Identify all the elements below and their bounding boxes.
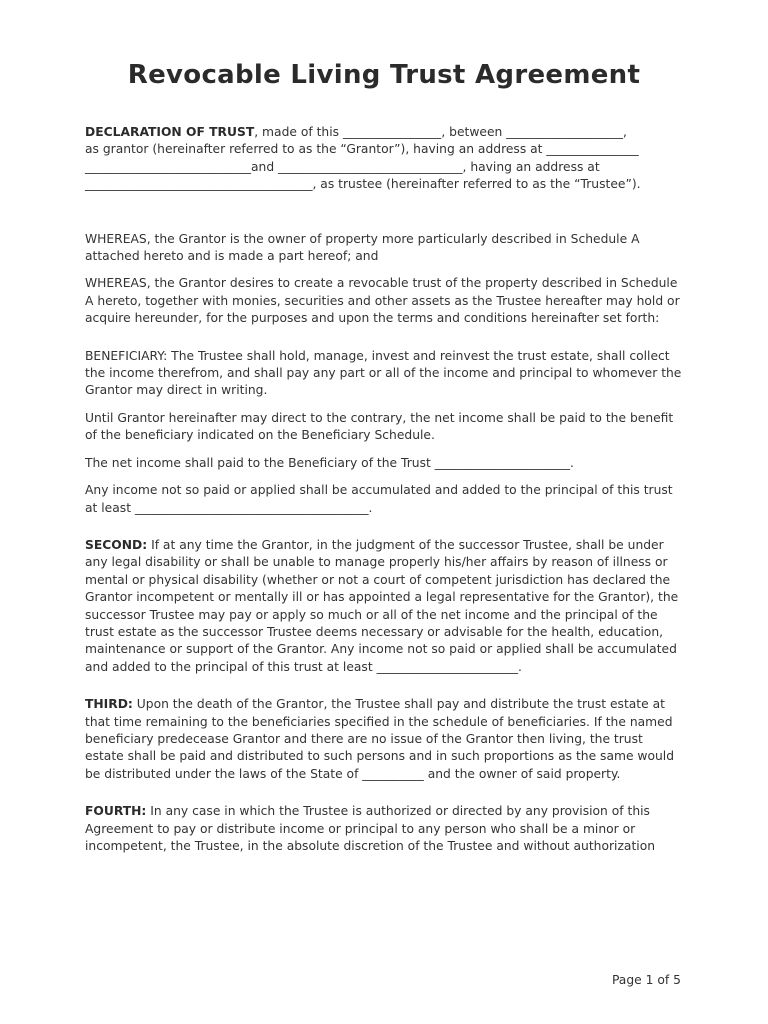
declaration-paragraph xyxy=(85,124,685,194)
whereas-paragraph-1: WHEREAS, the Grantor is the owner of property more particularly described in Schedule A attached hereto and is made a part hereof; and xyxy=(85,231,640,264)
fourth-paragraph xyxy=(85,803,685,855)
second-label: SECOND: xyxy=(85,537,148,552)
fourth-text: In any case in which the Trustee is authorized or directed by any provision of this Agreement to pay or distribute income or principal to any person who shall be a minor or incompetent, the Trustee, in the absolute discretion of the Trustee and without authorization xyxy=(85,804,656,853)
third-paragraph xyxy=(85,696,685,783)
declaration-label: DECLARATION OF TRUST xyxy=(85,125,255,139)
beneficiary-paragraph: BENEFICIARY: The Trustee shall hold, manage, invest and reinvest the trust estate, shall collect the income therefrom, and shall pay any part or all of the income and principal to whomever the Grantor may direct in writing. xyxy=(85,348,682,398)
net-income-paragraph: The net income shall paid to the Beneficiary of the Trust ______________________. xyxy=(85,455,574,470)
until-paragraph: Until Grantor hereinafter may direct to the contrary, the net income shall be paid to the benefit of the beneficiary indicated on the Beneficiary Schedule. xyxy=(85,410,674,443)
total-pages-number: 5 xyxy=(673,973,681,987)
declaration-line2: as grantor (hereinafter referred to as the “Grantor”), having an address at _______________ xyxy=(85,142,639,157)
third-label: THIRD: xyxy=(85,697,133,712)
fourth-label: FOURTH: xyxy=(85,804,147,819)
page-label: Page xyxy=(611,973,642,987)
document-body xyxy=(85,124,685,855)
declaration-line4: _____________________________________, as trustee (hereinafter referred to as the “Trustee”). xyxy=(85,177,641,192)
current-page-number: 1 xyxy=(645,973,654,987)
second-paragraph xyxy=(85,537,685,676)
any-income-paragraph: Any income not so paid or applied shall be accumulated and added to the principal of this trust at least ______________________________________. xyxy=(85,483,673,515)
declaration-line1: , made of this ________________, between ___________________, xyxy=(254,125,627,139)
declaration-line3: ___________________________and ______________________________, having an address at xyxy=(85,159,600,174)
third-text: Upon the death of the Grantor, the Trustee shall pay and distribute the trust estate at that time remaining to the beneficiaries specified in the schedule of beneficiaries. If the named beneficiary predecease Grantor and there are no issue of the Grantor then living, the trust estate shall be paid and distributed to such persons and in such proportions as the same would be distributed under the laws of the State of __________ and the owner of said property. xyxy=(85,697,675,781)
second-text: If at any time the Grantor, in the judgment of the successor Trustee, shall be under any legal disability or shall be unable to manage properly his/her affairs by reason of illness or mental or physical disability (whether or not a court of competent jurisdiction has declared the Grantor incompetent or mentally ill or has appointed a legal representative for the Grantor), the successor Trustee may pay or apply so much or all of the net income and the principal of the trust estate as the successor Trustee deems necessary or advisable for the health, education, maintenance or support of the Grantor. Any income not so paid or applied shall be accumulated and added to the principal of this trust at least _______________________. xyxy=(85,537,679,674)
page-title: Revocable Living Trust Agreement xyxy=(127,60,641,90)
of-label: of xyxy=(657,973,670,987)
page-indicator xyxy=(612,973,681,987)
whereas-paragraph-2: WHEREAS, the Grantor desires to create a revocable trust of the property described in Schedule A hereto, together with monies, securities and other assets as the Trustee hereafter may hold or acquire hereunder, for the purposes and upon the terms and conditions hereinafter set forth: xyxy=(85,276,680,326)
